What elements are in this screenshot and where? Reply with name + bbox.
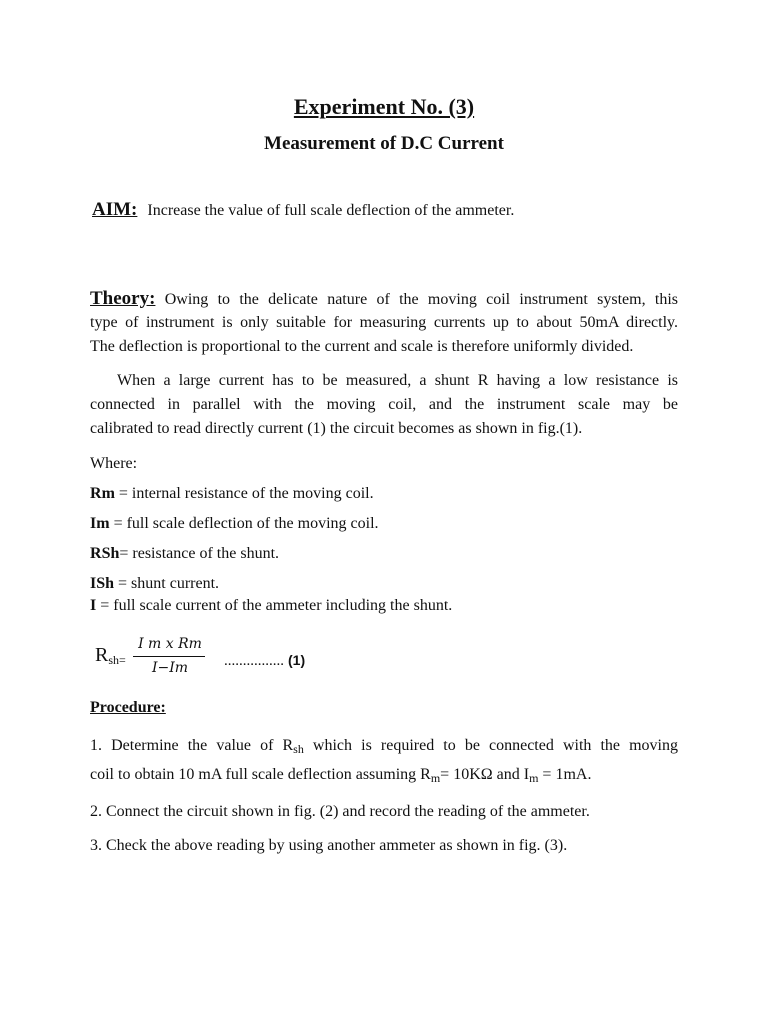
procedure-step-1-line-2: coil to obtain 10 mA full scale deflection assuming Rm= 10KΩ and Im = 1mA.: [90, 766, 592, 785]
aim-heading: AIM:: [92, 199, 138, 220]
theory-line-3: The deflection is proportional to the current and scale is therefore uniformly divided.: [90, 338, 634, 355]
theory-p2-line-3: calibrated to read directly current (1) the circuit becomes as shown in fig.(1).: [90, 420, 583, 437]
definition-rsh: RSh= resistance of the shunt.: [90, 545, 280, 562]
theory-line-2: type of instrument is only suitable for measuring currents up to about 50mA directly.: [90, 314, 678, 331]
definition-rm: Rm = internal resistance of the moving coil.: [90, 485, 374, 502]
definition-ish: ISh = shunt current.: [90, 575, 220, 592]
procedure-heading: Procedure:: [90, 699, 166, 716]
aim-section: [92, 199, 514, 221]
theory-p2-line-2: connected in parallel with the moving coil, and the instrument scale may be: [90, 396, 678, 413]
definition-i: I = full scale current of the ammeter including the shunt.: [90, 597, 453, 614]
theory-line-1: [90, 288, 678, 310]
formula-lhs: Rsh=: [95, 644, 126, 667]
formula-denominator: I−Im: [151, 660, 189, 676]
aim-text: Increase the value of full scale deflection of the ammeter.: [147, 202, 515, 219]
where-label: Where:: [90, 455, 138, 472]
procedure-step-2: 2. Connect the circuit shown in fig. (2) and record the reading of the ammeter.: [90, 803, 590, 820]
theory-heading: Theory:: [90, 288, 156, 309]
formula-numerator: I m x Rm: [138, 636, 202, 652]
formula-equation-number: ................ (1): [224, 652, 306, 669]
experiment-title: Experiment No. (3): [293, 94, 475, 119]
theory-p1-line: Owing to the delicate nature of the moving coil instrument system, this: [164, 291, 678, 308]
definition-im: Im = full scale deflection of the moving coil.: [90, 515, 379, 532]
procedure-step-3: 3. Check the above reading by using another ammeter as shown in fig. (3).: [90, 837, 568, 854]
theory-p2-line-1: When a large current has to be measured, a shunt R having a low resistance is: [117, 372, 678, 389]
experiment-subtitle: Measurement of D.C Current: [264, 133, 504, 154]
formula-fraction-bar: [133, 656, 205, 657]
procedure-step-1-line-1: 1. Determine the value of Rsh which is required to be connected with the moving: [90, 737, 679, 756]
